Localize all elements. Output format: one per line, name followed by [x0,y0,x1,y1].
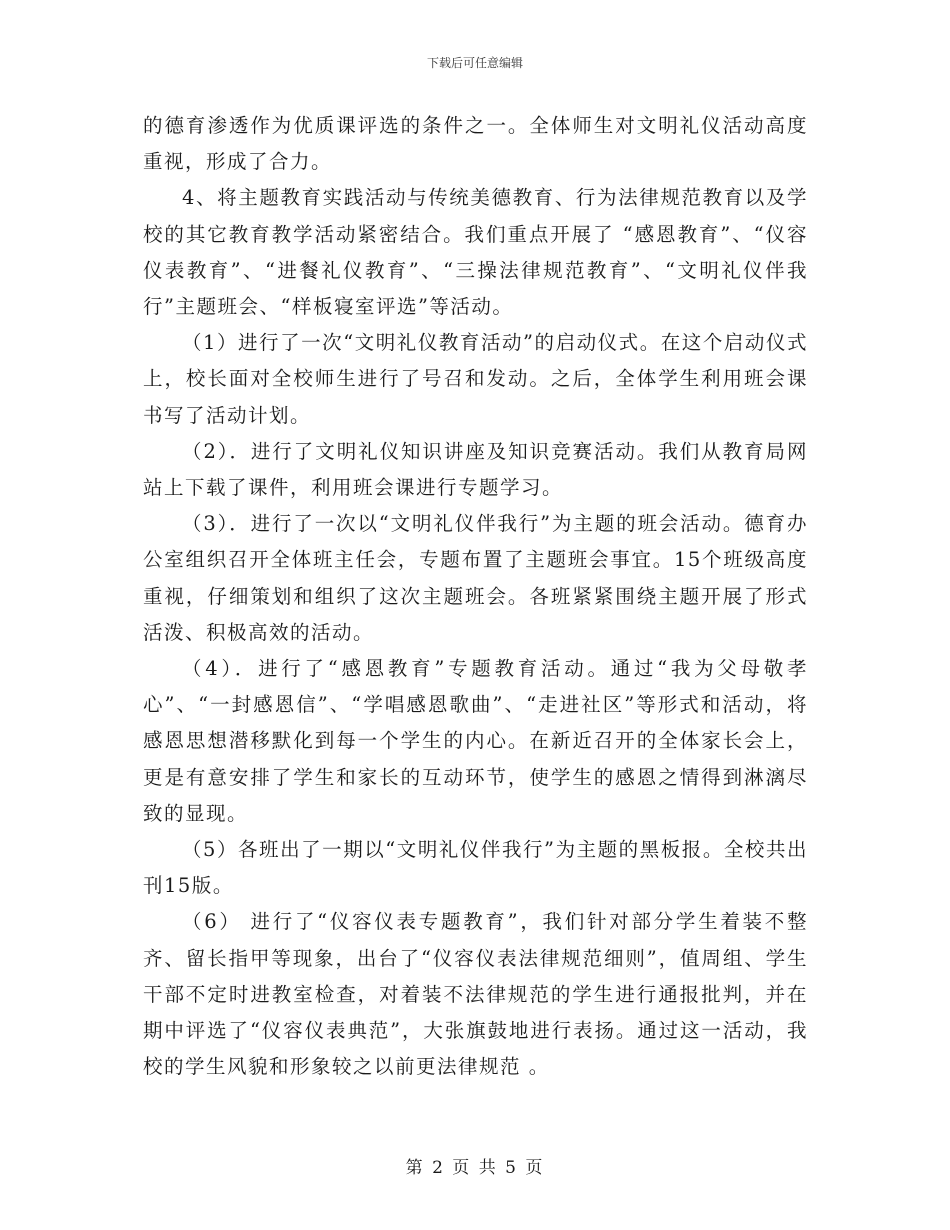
paragraph-item-4: 4、将主题教育实践活动与传统美德教育、行为法律规范教育以及学校的其它教育教学活动紧密结合。我们重点开展了 “感恩教育”、“仪容仪表教育”、“进餐礼仪教育”、“三操法律规范教育”、“文明礼仪伴我行”主题班会、“样板寝室评选”等活动。 [143,186,808,319]
paragraph-sub-1: （1）进行了一次“文明礼仪教育活动”的启动仪式。在这个启动仪式上，校长面对全校师生进行了号召和发动。之后，全体学生利用班会课书写了活动计划。 [143,331,808,427]
page-header: 下载后可任意编辑 [426,56,523,70]
paragraph-sub-6: （6） 进行了“仪容仪表专题教育”，我们针对部分学生着装不整齐、留长指甲等现象，出台了“仪容仪表法律规范细则”，值周组、学生干部不定时进教室检查，对着装不法律规范的学生进行通报批判，并在期中评选了“仪容仪表典范”，大张旗鼓地进行表扬。通过这一活动，我校的学生风貌和形象较之以前更法律规范 。 [143,910,808,1079]
paragraph-sub-5: （5）各班出了一期以“文明礼仪伴我行”为主题的黑板报。全校共出刊15版。 [143,838,808,898]
page-number-footer: 第 2 页 共 5 页 [405,1158,545,1178]
paragraph-sub-2: （2）．进行了文明礼仪知识讲座及知识竞赛活动。我们从教育局网站上下载了课件，利用班会课进行专题学习。 [143,439,808,500]
paragraph-continuation: 的德育渗透作为优质课评选的条件之一。全体师生对文明礼仪活动高度重视，形成了合力。 [143,114,808,174]
document-body [143,108,808,1085]
paragraph-sub-4: （4）．进行了“感恩教育”专题教育活动。通过“我为父母敬孝心”、“一封感恩信”、“学唱感恩歌曲”、“走进社区”等形式和活动，将感恩思想潜移默化到每一个学生的内心。在新近召开的全体家长会上，更是有意安排了学生和家长的互动环节，使学生的感恩之情得到淋漓尽致的显现。 [143,657,808,825]
paragraph-sub-3: （3）．进行了一次以“文明礼仪伴我行”为主题的班会活动。德育办公室组织召开全体班主任会，专题布置了主题班会事宜。15个班级高度重视，仔细策划和组织了这次主题班会。各班紧紧围绕主题开展了形式活泼、积极高效的活动。 [143,512,808,644]
